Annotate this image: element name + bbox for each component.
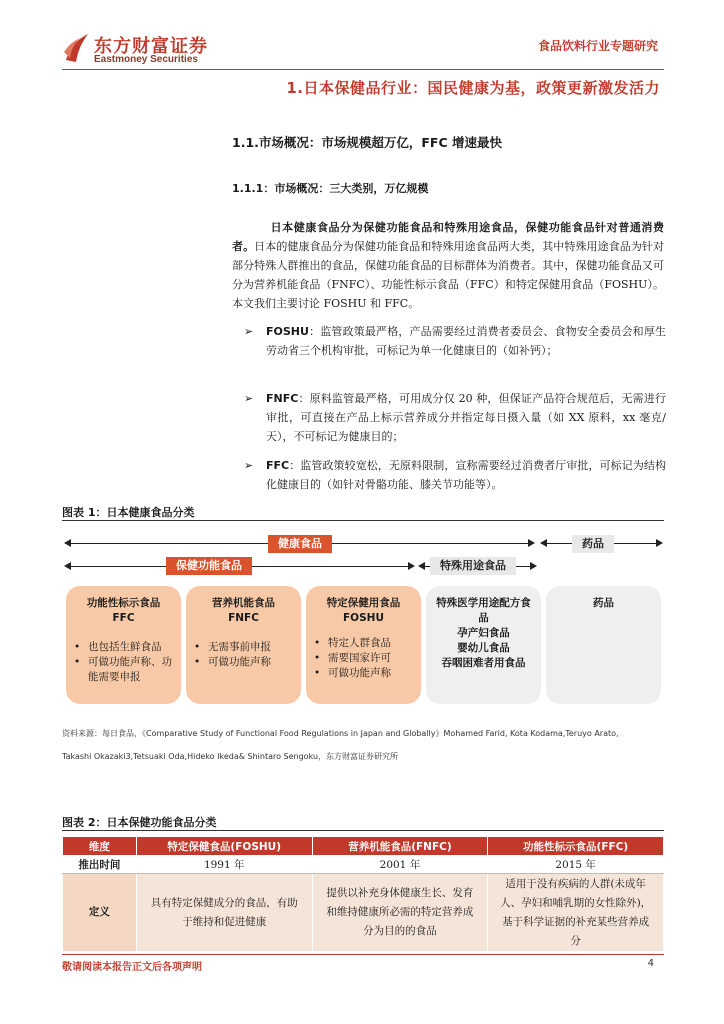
bullet-ffc bbox=[244, 456, 666, 494]
table-header: 功能性标示食品(FFC) bbox=[488, 837, 664, 856]
label-special: 特殊用途食品 bbox=[430, 557, 516, 575]
card-item: • 可做功能声称 bbox=[194, 655, 301, 670]
card-fnfc bbox=[186, 586, 301, 704]
bullet-arrow-icon: ➢ bbox=[244, 459, 254, 472]
header-divider bbox=[62, 69, 664, 70]
bullet-text: ：监管政策最严格，产品需要经过消费者委员会、食物安全委员会和厚生劳动省三个机构审批，可标记为单一化健康目的（如补钙）； bbox=[266, 325, 666, 357]
figure-1-source bbox=[62, 722, 666, 768]
card-line: 吞咽困难者用食品 bbox=[441, 657, 526, 669]
table-cell: 2001 年 bbox=[312, 856, 488, 874]
figure-2-divider bbox=[62, 830, 664, 831]
table-cell: 适用于没有疾病的人群(未成年人、孕妇和哺乳期的女性除外)，基于科学证据的补充某些营养成分 bbox=[488, 874, 664, 952]
table-cell: 定义 bbox=[63, 874, 137, 952]
card-title: 特殊医学用途配方食品 bbox=[436, 597, 531, 624]
card-special-medical bbox=[426, 586, 541, 704]
table-cell: 具有特定保健成分的食品，有助于维持和促进健康 bbox=[136, 874, 312, 952]
source-line: 资料来源：每日食品，《Comparative Study of Functional Food Regulations in Japan and Globally》Mohamed Farid, Kota Kodama,Teruyo Arato, bbox=[62, 729, 619, 738]
bullet-lead: FFC bbox=[266, 459, 290, 472]
source-line: Takashi Okazaki3,Tetsuaki Oda,Hideko Ikeda& Shintaro Sengoku，东方财富证券研究所 bbox=[62, 752, 399, 761]
label-health-food: 健康食品 bbox=[268, 535, 332, 553]
card-foshu bbox=[306, 586, 421, 704]
table-cell: 2015 年 bbox=[488, 856, 664, 874]
figure-1-title: 图表 1：日本健康食品分类 bbox=[62, 506, 195, 519]
table-row bbox=[63, 874, 664, 952]
card-subtitle: FNFC bbox=[228, 612, 259, 624]
card-item: • 需要国家许可 bbox=[314, 651, 421, 666]
section-heading-1: 1.日本保健品行业：国民健康为基，政策更新激发活力 bbox=[286, 79, 660, 97]
card-item: • 可做功能声称 bbox=[314, 666, 421, 681]
intro-paragraph bbox=[232, 218, 664, 313]
footer-disclaimer: 敬请阅读本报告正文后各项声明 bbox=[62, 962, 202, 973]
bullet-lead: FNFC bbox=[266, 392, 299, 405]
arrow-right-icon bbox=[530, 562, 537, 570]
brand-logo-icon bbox=[62, 30, 92, 66]
card-title: 营养机能食品 bbox=[212, 597, 275, 609]
card-line: 婴幼儿食品 bbox=[457, 642, 510, 654]
table-cell: 推出时间 bbox=[63, 856, 137, 874]
arrow-right-icon bbox=[528, 539, 535, 547]
figure-1-divider bbox=[62, 520, 664, 521]
table-header: 营养机能食品(FNFC) bbox=[312, 837, 488, 856]
arrow-right-icon bbox=[408, 562, 415, 570]
arrow-right-icon bbox=[656, 539, 663, 547]
card-subtitle: FOSHU bbox=[343, 612, 384, 624]
functional-food-table bbox=[62, 836, 664, 952]
bullet-lead: FOSHU bbox=[266, 325, 309, 338]
label-functional: 保健功能食品 bbox=[166, 557, 252, 575]
table-header: 维度 bbox=[63, 837, 137, 856]
bullet-foshu bbox=[244, 322, 666, 360]
intro-bold: 日本健康食品分为保健功能食品和特殊用途食品，保健功能食品针对普通消费者。 bbox=[232, 221, 664, 253]
table-row bbox=[63, 856, 664, 874]
card-drug bbox=[546, 586, 661, 704]
brand-logo bbox=[62, 30, 222, 70]
figure-2-title: 图表 2：日本保健功能食品分类 bbox=[62, 816, 217, 829]
card-title: 药品 bbox=[593, 597, 614, 609]
bullet-text: ：原料监管最严格，可用成分仅 20 种，但保证产品符合规范后，无需进行审批，可直接在产品上标示营养成分并指定每日摄入量（如 XX 原料，xx 毫克/天），不可标记为健康目的； bbox=[266, 392, 666, 443]
bullet-arrow-icon: ➢ bbox=[244, 392, 254, 405]
card-ffc bbox=[66, 586, 181, 704]
section-heading-3: 1.1.1：市场概况：三大类别，万亿规模 bbox=[232, 182, 429, 195]
card-item: • 特定人群食品 bbox=[314, 636, 421, 651]
brand-name-en: Eastmoney Securities bbox=[94, 54, 198, 65]
brand-name-cn: 东方财富证券 bbox=[94, 36, 208, 57]
table-cell: 1991 年 bbox=[136, 856, 312, 874]
intro-text: 日本的健康食品分为保健功能食品和特殊用途食品两大类，其中特殊用途食品为针对部分特殊人群推出的食品，保健功能食品的目标群体为消费者。其中，保健功能食品又可分为营养机能食品（FNFC）、功能性标示食品（FFC）和特定保健用食品（FOSHU）。本文我们主要讨论 FOSHU 和 FFC。 bbox=[232, 240, 665, 310]
bullet-arrow-icon: ➢ bbox=[244, 325, 254, 338]
classification-diagram bbox=[62, 528, 664, 718]
page-header bbox=[0, 0, 724, 80]
report-type: 食品饮料行业专题研究 bbox=[537, 39, 658, 53]
card-title: 特定保健用食品 bbox=[326, 597, 401, 609]
card-title: 功能性标示食品 bbox=[86, 597, 161, 609]
card-item: • 无需事前申报 bbox=[194, 640, 301, 655]
card-subtitle: FFC bbox=[112, 612, 135, 624]
table-header: 特定保健食品(FOSHU) bbox=[136, 837, 312, 856]
table-cell: 提供以补充身体健康生长、发育和维持健康所必需的特定营养成分为目的的食品 bbox=[312, 874, 488, 952]
label-drug-top: 药品 bbox=[572, 535, 614, 553]
page-number: 4 bbox=[647, 958, 654, 969]
card-item: • 也包括生鲜食品 bbox=[74, 640, 181, 655]
section-heading-2: 1.1.市场概况：市场规模超万亿，FFC 增速最快 bbox=[232, 135, 502, 150]
footer-divider bbox=[62, 954, 664, 955]
card-line: 孕产妇食品 bbox=[457, 627, 510, 639]
card-item: • 可做功能声称、功能需要申报 bbox=[74, 655, 181, 685]
bullet-text: ：监管政策较宽松，无原料限制，宣称需要经过消费者厅审批，可标记为结构化健康目的（如针对骨骼功能、膝关节功能等）。 bbox=[266, 459, 666, 491]
bullet-fnfc bbox=[244, 389, 666, 446]
